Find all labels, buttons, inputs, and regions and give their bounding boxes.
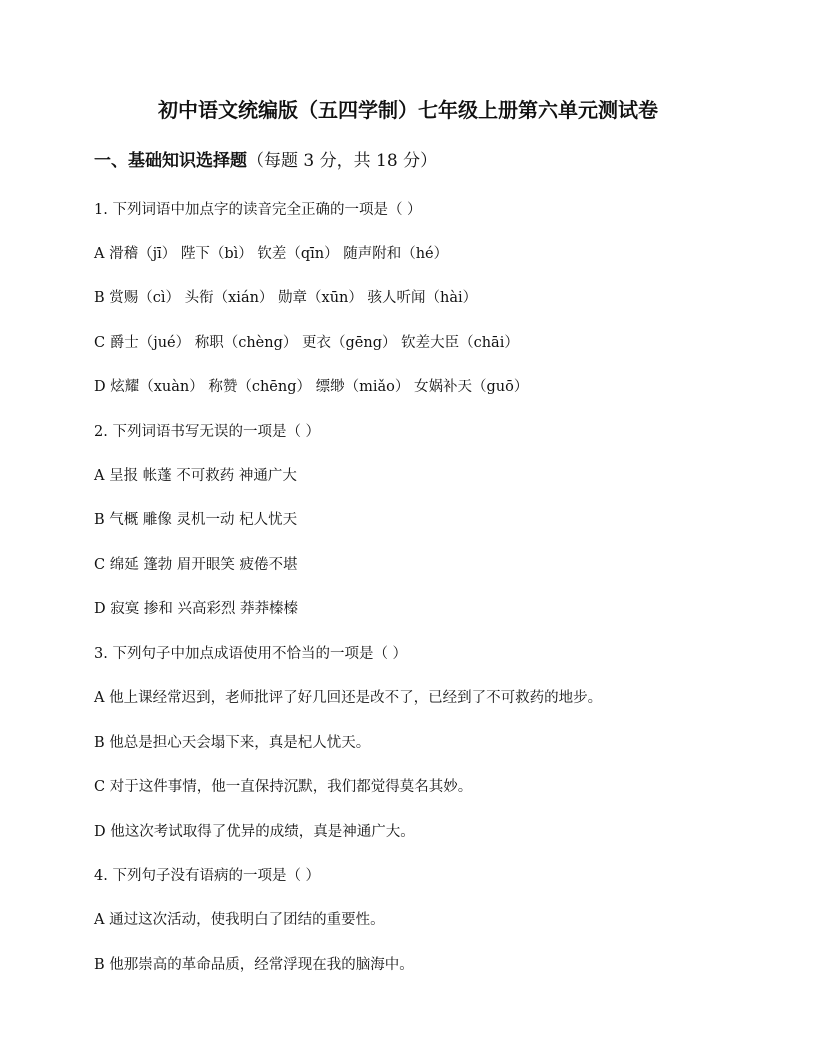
- question-4: 4. 下列句子没有语病的一项是（ ）: [94, 868, 321, 884]
- question-2-option-b: B 气概 雕像 灵机一动 杞人忧天: [94, 512, 298, 528]
- question-3-option-c: C 对于这件事情，他一直保持沉默，我们都觉得莫名其妙。: [94, 779, 473, 795]
- question-2-option-a: A 呈报 帐蓬 不可救药 神通广大: [94, 468, 297, 484]
- question-3-option-b: B 他总是担心天会塌下来，真是杞人忧天。: [94, 735, 371, 751]
- question-3-option-a: A 他上课经常迟到，老师批评了好几回还是改不了，已经到了不可救药的地步。: [94, 690, 603, 706]
- question-1: 1. 下列词语中加点字的读音完全正确的一项是（ ）: [94, 202, 422, 218]
- question-4-option-b: B 他那崇高的革命品质，经常浮现在我的脑海中。: [94, 957, 414, 973]
- question-2-option-c: C 绵延 篷勃 眉开眼笑 疲倦不堪: [94, 557, 298, 573]
- question-1-option-b: B 赏赐（cì） 头衔（xián） 勋章（xūn） 骇人听闻（hài）: [94, 290, 478, 306]
- question-1-option-a: A 滑稽（jī） 陛下（bì） 钦差（qīn） 随声附和（hé）: [94, 246, 449, 262]
- question-2: 2. 下列词语书写无误的一项是（ ）: [94, 424, 321, 440]
- page-title: 初中语文统编版（五四学制）七年级上册第六单元测试卷: [158, 98, 658, 122]
- section-heading-text: 一、基础知识选择题: [94, 151, 247, 171]
- question-2-option-d: D 寂寞 掺和 兴高彩烈 莽莽榛榛: [94, 601, 299, 617]
- question-4-option-a: A 通过这次活动，使我明白了团结的重要性。: [94, 912, 385, 928]
- question-3: 3. 下列句子中加点成语使用不恰当的一项是（ ）: [94, 646, 408, 662]
- question-1-option-c: C 爵士（jué） 称职（chèng） 更衣（gēng） 钦差大臣（chāi）: [94, 335, 519, 351]
- section-heading-note: （每题 3 分，共 18 分）: [247, 151, 438, 171]
- section-heading: [94, 148, 437, 174]
- question-3-option-d: D 他这次考试取得了优异的成绩，真是神通广大。: [94, 824, 415, 840]
- question-1-option-d: D 炫耀（xuàn） 称赞（chēng） 缥缈（miǎo） 女娲补天（guō）: [94, 379, 529, 395]
